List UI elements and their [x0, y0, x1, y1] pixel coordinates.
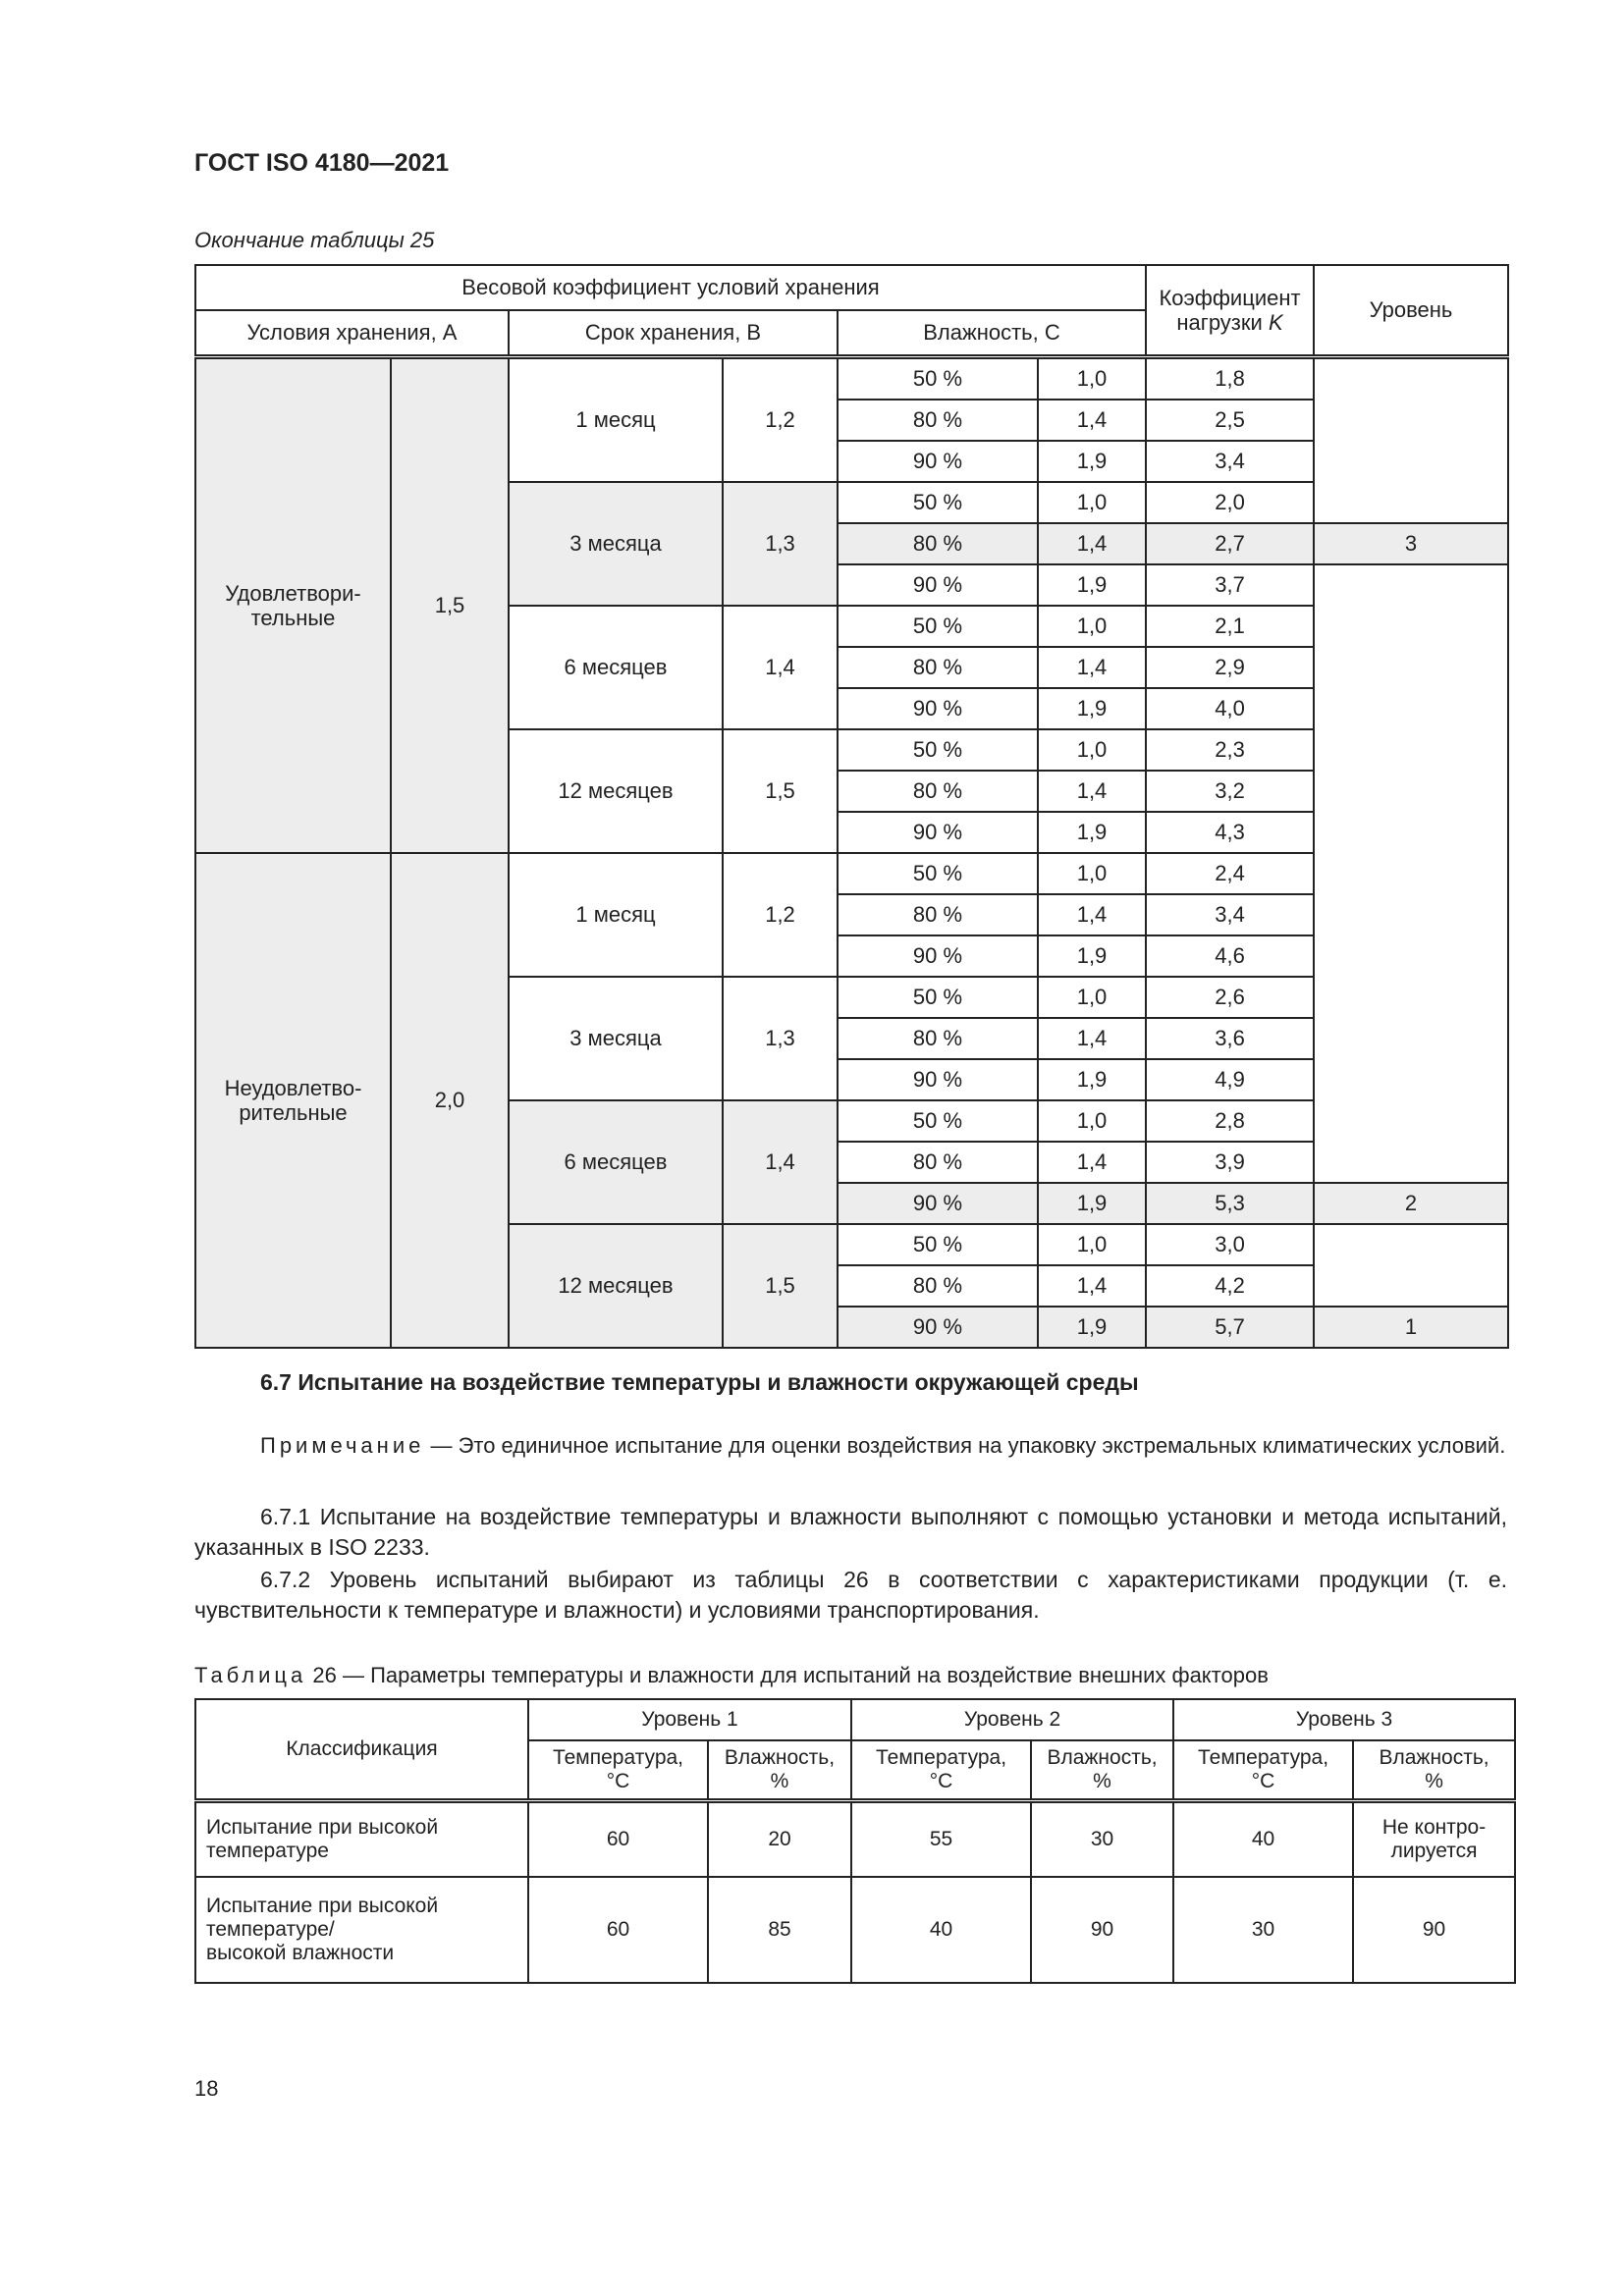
table-26-caption: Таблица 26 — Параметры температуры и влажности для испытаний на воздействие внешних факторов [194, 1663, 1269, 1687]
load-coefficient-cell: 4,0 [1146, 688, 1314, 729]
storage-period-cell: 3 месяца [509, 482, 723, 606]
load-coefficient-cell: 3,7 [1146, 564, 1314, 606]
humidity-cell: 80 % [838, 523, 1038, 564]
humidity-cell: 80 % [838, 771, 1038, 812]
level-blank-cell [1314, 357, 1508, 524]
paragraph-6-7-1: 6.7.1 Испытание на воздействие температуры и влажности выполняют с помощью установки и метода испытаний, указанных в ISO 2233. [194, 1504, 1507, 1560]
humidity-cell: 90 % [838, 1307, 1038, 1348]
header-storage-conditions: Условия хранения, A [195, 310, 509, 357]
level-cell: 3 [1314, 523, 1508, 564]
humidity-value: 90 [1031, 1877, 1173, 1983]
note-text: — Это единичное испытание для оценки воздействия на упаковку экстремальных климатических условий. [424, 1433, 1506, 1458]
load-coefficient-cell: 5,7 [1146, 1307, 1314, 1348]
humidity-cell: 50 % [838, 853, 1038, 894]
table-25-continuation-caption: Окончание таблицы 25 [194, 228, 435, 252]
header-humidity: Влажность, C [838, 310, 1146, 357]
humidity-weight-cell: 1,0 [1038, 977, 1146, 1018]
humidity-value: Не контро-лируется [1353, 1801, 1515, 1878]
classification-cell: Испытание при высокой температуре/ высокой влажности [195, 1877, 528, 1983]
note-paragraph [194, 1430, 1507, 1461]
level-blank-cell [1314, 1224, 1508, 1307]
humidity-weight-cell: 1,0 [1038, 1224, 1146, 1265]
load-coefficient-cell: 5,3 [1146, 1183, 1314, 1224]
load-coefficient-cell: 2,1 [1146, 606, 1314, 647]
load-coefficient-cell: 3,4 [1146, 894, 1314, 935]
humidity-cell: 50 % [838, 977, 1038, 1018]
humidity-weight-cell: 1,4 [1038, 1142, 1146, 1183]
humidity-cell: 90 % [838, 935, 1038, 977]
load-coefficient-cell: 2,9 [1146, 647, 1314, 688]
table-row [195, 1801, 1515, 1878]
storage-condition-weight: 1,5 [391, 357, 509, 854]
subheader-humidity: Влажность, % [1031, 1740, 1173, 1801]
load-coefficient-cell: 3,2 [1146, 771, 1314, 812]
storage-period-weight: 1,2 [723, 357, 838, 483]
humidity-cell: 50 % [838, 357, 1038, 400]
storage-period-cell: 1 месяц [509, 853, 723, 977]
storage-period-weight: 1,2 [723, 853, 838, 977]
header-level-3: Уровень 3 [1173, 1699, 1515, 1740]
humidity-weight-cell: 1,0 [1038, 357, 1146, 400]
humidity-weight-cell: 1,4 [1038, 400, 1146, 441]
load-coefficient-cell: 3,4 [1146, 441, 1314, 482]
humidity-weight-cell: 1,9 [1038, 688, 1146, 729]
load-coefficient-cell: 4,2 [1146, 1265, 1314, 1307]
level-blank-cell [1314, 564, 1508, 1183]
table-26 [194, 1698, 1516, 1984]
header-level-1: Уровень 1 [528, 1699, 851, 1740]
header-weight-coefficient: Весовой коэффициент условий хранения [195, 265, 1146, 310]
temperature-value: 40 [1173, 1801, 1353, 1878]
table-row [195, 853, 1508, 894]
subheader-humidity: Влажность, % [708, 1740, 851, 1801]
load-coefficient-cell: 3,9 [1146, 1142, 1314, 1183]
storage-period-cell: 1 месяц [509, 357, 723, 483]
humidity-cell: 80 % [838, 894, 1038, 935]
humidity-cell: 50 % [838, 482, 1038, 523]
load-coefficient-cell: 4,9 [1146, 1059, 1314, 1100]
storage-period-weight: 1,5 [723, 729, 838, 853]
humidity-weight-cell: 1,4 [1038, 894, 1146, 935]
temperature-value: 60 [528, 1877, 708, 1983]
humidity-cell: 80 % [838, 1018, 1038, 1059]
temperature-value: 30 [1173, 1877, 1353, 1983]
humidity-cell: 90 % [838, 1059, 1038, 1100]
storage-period-cell: 6 месяцев [509, 606, 723, 729]
header-level-2: Уровень 2 [851, 1699, 1173, 1740]
humidity-cell: 80 % [838, 647, 1038, 688]
humidity-weight-cell: 1,4 [1038, 523, 1146, 564]
load-coefficient-cell: 2,3 [1146, 729, 1314, 771]
humidity-value: 20 [708, 1801, 851, 1878]
humidity-weight-cell: 1,4 [1038, 647, 1146, 688]
humidity-weight-cell: 1,4 [1038, 1018, 1146, 1059]
humidity-weight-cell: 1,0 [1038, 729, 1146, 771]
humidity-cell: 50 % [838, 1224, 1038, 1265]
humidity-weight-cell: 1,0 [1038, 482, 1146, 523]
table-row [195, 1877, 1515, 1983]
humidity-weight-cell: 1,9 [1038, 564, 1146, 606]
humidity-weight-cell: 1,4 [1038, 1265, 1146, 1307]
humidity-weight-cell: 1,0 [1038, 1100, 1146, 1142]
note-label: Примечание [260, 1433, 425, 1458]
header-level: Уровень [1314, 265, 1508, 357]
humidity-weight-cell: 1,9 [1038, 1059, 1146, 1100]
storage-period-weight: 1,5 [723, 1224, 838, 1348]
load-coefficient-cell: 2,8 [1146, 1100, 1314, 1142]
storage-period-cell: 12 месяцев [509, 1224, 723, 1348]
load-coefficient-cell: 2,6 [1146, 977, 1314, 1018]
humidity-value: 90 [1353, 1877, 1515, 1983]
subheader-temperature: Температура, °C [1173, 1740, 1353, 1801]
humidity-cell: 80 % [838, 1265, 1038, 1307]
storage-period-cell: 12 месяцев [509, 729, 723, 853]
humidity-cell: 90 % [838, 564, 1038, 606]
storage-condition-weight: 2,0 [391, 853, 509, 1348]
temperature-value: 55 [851, 1801, 1031, 1878]
load-coefficient-cell: 2,7 [1146, 523, 1314, 564]
humidity-value: 85 [708, 1877, 851, 1983]
page-number: 18 [194, 2076, 219, 2101]
paragraph-6-7-2: 6.7.2 Уровень испытаний выбирают из таблицы 26 в соответствии с характеристиками продукции (т. е. чувствительности к температуре и влажности) и условиями транспортирования. [194, 1567, 1507, 1623]
temperature-value: 60 [528, 1801, 708, 1878]
humidity-weight-cell: 1,9 [1038, 935, 1146, 977]
level-cell: 2 [1314, 1183, 1508, 1224]
header-load-coefficient: Коэффициент нагрузки K [1146, 265, 1314, 357]
storage-period-weight: 1,3 [723, 482, 838, 606]
header-classification: Классификация [195, 1699, 528, 1801]
level-cell: 1 [1314, 1307, 1508, 1348]
load-coefficient-cell: 2,5 [1146, 400, 1314, 441]
humidity-weight-cell: 1,9 [1038, 812, 1146, 853]
load-coefficient-cell: 3,6 [1146, 1018, 1314, 1059]
humidity-weight-cell: 1,0 [1038, 606, 1146, 647]
humidity-cell: 50 % [838, 606, 1038, 647]
storage-condition-cell: Удовлетвори- тельные [195, 357, 391, 854]
load-coefficient-cell: 4,3 [1146, 812, 1314, 853]
humidity-cell: 90 % [838, 441, 1038, 482]
subheader-temperature: Температура, °C [851, 1740, 1031, 1801]
humidity-cell: 90 % [838, 812, 1038, 853]
humidity-cell: 80 % [838, 400, 1038, 441]
subheader-humidity: Влажность, % [1353, 1740, 1515, 1801]
storage-condition-cell: Неудовлетво- рительные [195, 853, 391, 1348]
header-storage-period: Срок хранения, B [509, 310, 838, 357]
load-coefficient-cell: 3,0 [1146, 1224, 1314, 1265]
load-coefficient-cell: 2,0 [1146, 482, 1314, 523]
storage-period-cell: 6 месяцев [509, 1100, 723, 1224]
load-coefficient-cell: 4,6 [1146, 935, 1314, 977]
humidity-weight-cell: 1,9 [1038, 1307, 1146, 1348]
humidity-weight-cell: 1,9 [1038, 441, 1146, 482]
humidity-cell: 50 % [838, 1100, 1038, 1142]
humidity-cell: 50 % [838, 729, 1038, 771]
humidity-weight-cell: 1,4 [1038, 771, 1146, 812]
humidity-weight-cell: 1,0 [1038, 853, 1146, 894]
storage-period-cell: 3 месяца [509, 977, 723, 1100]
humidity-cell: 90 % [838, 688, 1038, 729]
subheader-temperature: Температура, °C [528, 1740, 708, 1801]
classification-cell: Испытание при высокой температуре [195, 1801, 528, 1878]
storage-period-weight: 1,3 [723, 977, 838, 1100]
humidity-cell: 90 % [838, 1183, 1038, 1224]
section-6-7-heading: 6.7 Испытание на воздействие температуры и влажности окружающей среды [260, 1369, 1139, 1395]
table-25 [194, 264, 1509, 1349]
temperature-value: 40 [851, 1877, 1031, 1983]
storage-period-weight: 1,4 [723, 1100, 838, 1224]
load-coefficient-cell: 1,8 [1146, 357, 1314, 400]
storage-period-weight: 1,4 [723, 606, 838, 729]
humidity-cell: 80 % [838, 1142, 1038, 1183]
humidity-weight-cell: 1,9 [1038, 1183, 1146, 1224]
load-coefficient-cell: 2,4 [1146, 853, 1314, 894]
document-id-header: ГОСТ ISO 4180—2021 [194, 149, 450, 177]
table-row [195, 357, 1508, 400]
humidity-value: 30 [1031, 1801, 1173, 1878]
